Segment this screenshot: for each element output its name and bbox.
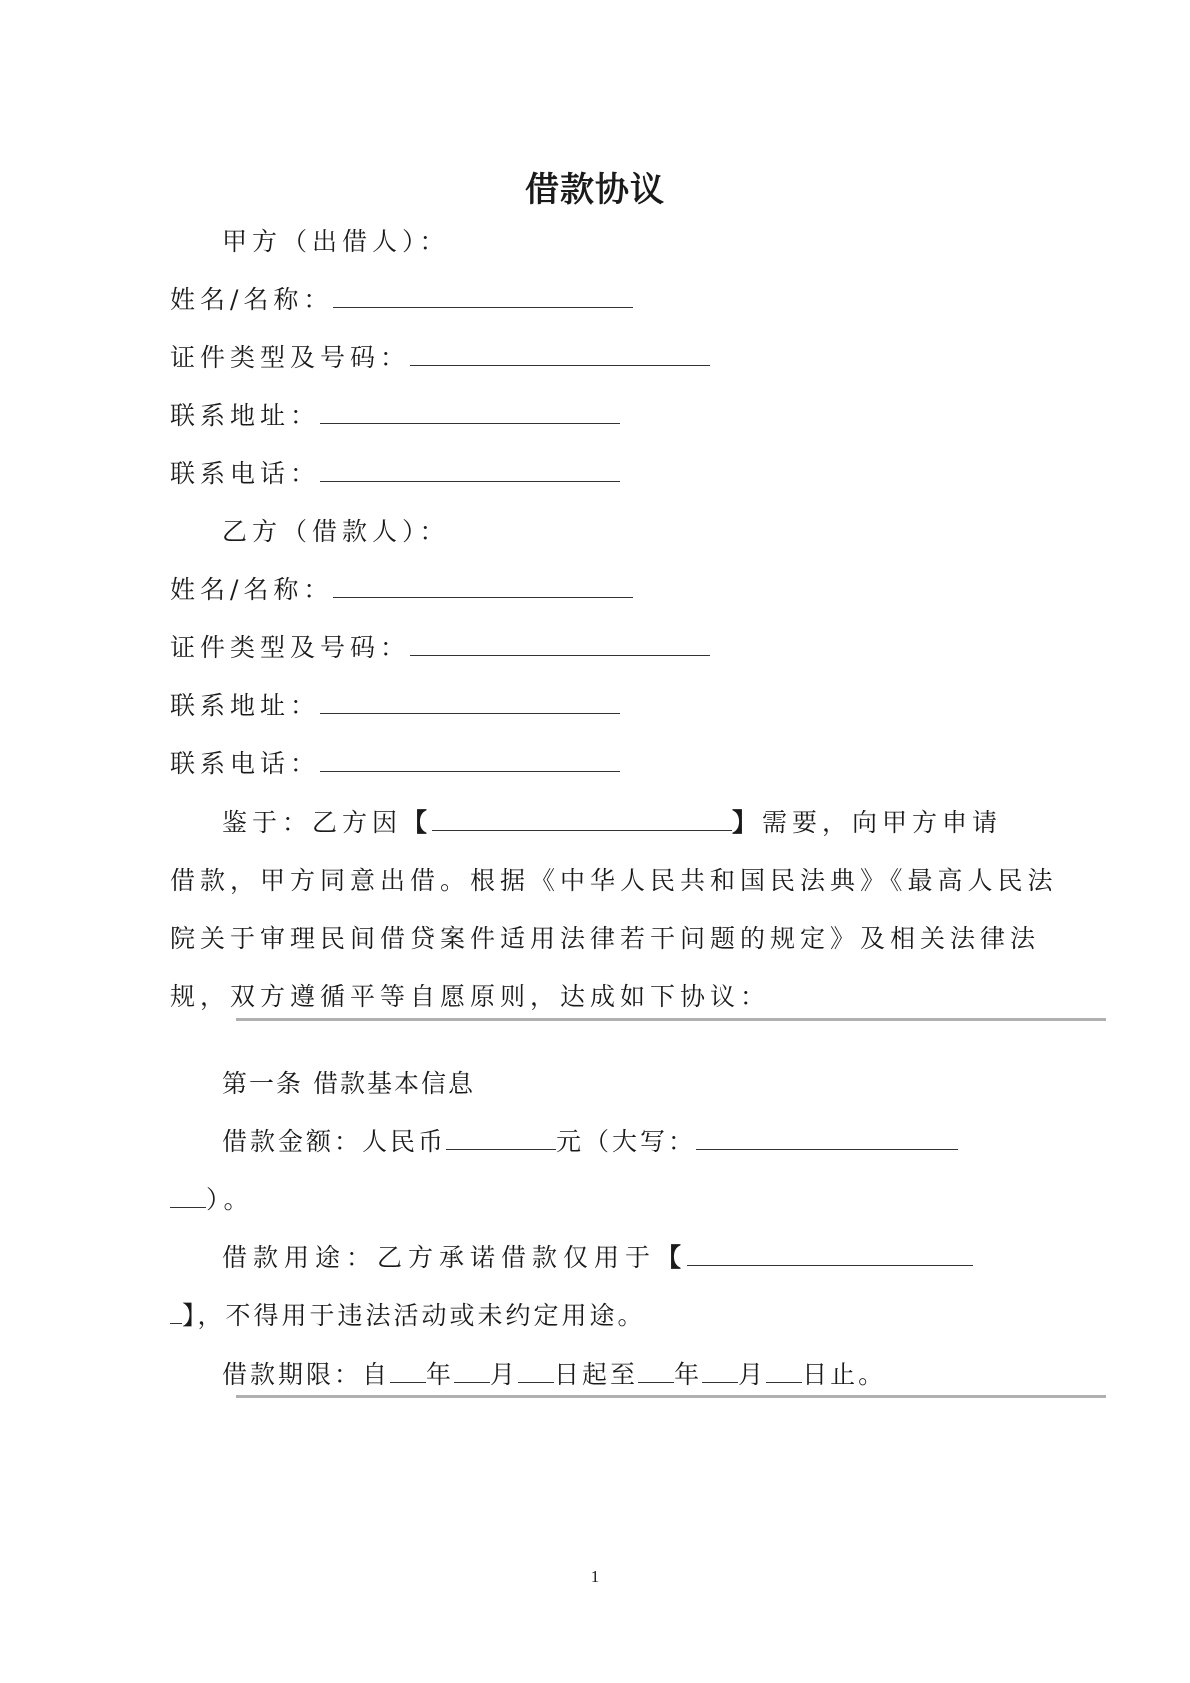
loan-term-prefix: 借款期限：自 bbox=[222, 1360, 391, 1389]
party-b-address-label: 联系地址： bbox=[170, 691, 321, 720]
party-a-address-label: 联系地址： bbox=[170, 401, 321, 430]
loan-purpose-field-cont[interactable] bbox=[170, 1299, 182, 1324]
party-a-heading: 甲方（出借人）： bbox=[222, 227, 450, 256]
loan-term-line bbox=[222, 1355, 886, 1391]
party-b-address-field[interactable] bbox=[320, 689, 620, 714]
article-1-heading: 第一条 借款基本信息 bbox=[222, 1069, 475, 1098]
recital-close-bracket: 】 bbox=[732, 808, 763, 837]
party-a-address-row bbox=[170, 396, 620, 432]
recital-line-2: 借款，甲方同意出借。根据《中华人民共和国民法典》《最高人民法 bbox=[170, 866, 1058, 895]
loan-amount-line bbox=[222, 1122, 958, 1158]
party-a-phone-field[interactable] bbox=[320, 457, 620, 482]
section-divider-2 bbox=[236, 1395, 1106, 1398]
start-year-field[interactable] bbox=[390, 1358, 426, 1383]
party-b-id-row bbox=[170, 628, 710, 664]
party-b-address-row bbox=[170, 686, 620, 722]
loan-amount-words-field[interactable] bbox=[696, 1125, 958, 1150]
party-a-name-field[interactable] bbox=[333, 283, 633, 308]
loan-amount-mid: 元（大写： bbox=[556, 1127, 697, 1156]
end-month-label: 月 bbox=[738, 1360, 767, 1389]
party-b-heading: 乙方（借款人）： bbox=[222, 517, 450, 546]
loan-purpose-field[interactable] bbox=[687, 1241, 973, 1266]
party-b-name-row bbox=[170, 570, 633, 606]
end-day-label: 日止。 bbox=[802, 1360, 887, 1389]
party-b-phone-field[interactable] bbox=[320, 747, 620, 772]
end-year-label: 年 bbox=[674, 1360, 703, 1389]
party-a-id-label: 证件类型及号码： bbox=[170, 343, 411, 372]
loan-purpose-open-bracket: 【 bbox=[656, 1243, 688, 1272]
loan-purpose-end: 】，不得用于违法活动或未约定用途。 bbox=[182, 1301, 646, 1330]
loan-amount-prefix: 借款金额：人民币 bbox=[222, 1127, 447, 1156]
recital-prefix: 鉴于：乙方因 bbox=[222, 808, 403, 837]
party-a-name-label: 姓名/名称： bbox=[170, 285, 334, 314]
party-b-phone-row bbox=[170, 744, 620, 780]
start-month-field[interactable] bbox=[454, 1358, 490, 1383]
end-month-field[interactable] bbox=[702, 1358, 738, 1383]
party-a-phone-row bbox=[170, 454, 620, 490]
end-day-field[interactable] bbox=[766, 1358, 802, 1383]
party-a-id-field[interactable] bbox=[410, 341, 710, 366]
party-b-id-field[interactable] bbox=[410, 631, 710, 656]
loan-purpose-prefix: 借款用途：乙方承诺借款仅用于 bbox=[222, 1243, 657, 1272]
party-b-name-label: 姓名/名称： bbox=[170, 575, 334, 604]
party-a-address-field[interactable] bbox=[320, 399, 620, 424]
recital-suffix: 需要，向甲方申请 bbox=[762, 808, 1003, 837]
party-b-id-label: 证件类型及号码： bbox=[170, 633, 411, 662]
loan-amount-line-2 bbox=[170, 1180, 254, 1216]
recital-line-4: 规，双方遵循平等自愿原则，达成如下协议： bbox=[170, 982, 771, 1011]
party-b-name-field[interactable] bbox=[333, 573, 633, 598]
recital-open-bracket: 【 bbox=[402, 808, 433, 837]
loan-amount-words-field-cont[interactable] bbox=[170, 1183, 206, 1208]
recital-line-1 bbox=[222, 803, 1002, 839]
party-b-phone-label: 联系电话： bbox=[170, 749, 321, 778]
recital-line-3: 院关于审理民间借贷案件适用法律若干问题的规定》及相关法律法 bbox=[170, 924, 1041, 953]
start-year-label: 年 bbox=[426, 1360, 455, 1389]
party-a-id-row bbox=[170, 338, 710, 374]
loan-amount-end: ）。 bbox=[206, 1185, 254, 1214]
party-a-phone-label: 联系电话： bbox=[170, 459, 321, 488]
section-divider bbox=[236, 1018, 1106, 1021]
recital-reason-field[interactable] bbox=[432, 806, 732, 831]
document-title: 借款协议 bbox=[525, 170, 665, 210]
loan-purpose-line bbox=[222, 1238, 973, 1274]
end-year-field[interactable] bbox=[638, 1358, 674, 1383]
start-day-field[interactable] bbox=[518, 1358, 554, 1383]
loan-purpose-line-2 bbox=[170, 1296, 646, 1332]
start-month-label: 月 bbox=[490, 1360, 519, 1389]
page-number: 1 bbox=[590, 1567, 600, 1586]
start-day-label: 日起至 bbox=[554, 1360, 639, 1389]
loan-amount-number-field[interactable] bbox=[446, 1125, 556, 1150]
party-a-name-row bbox=[170, 280, 633, 316]
